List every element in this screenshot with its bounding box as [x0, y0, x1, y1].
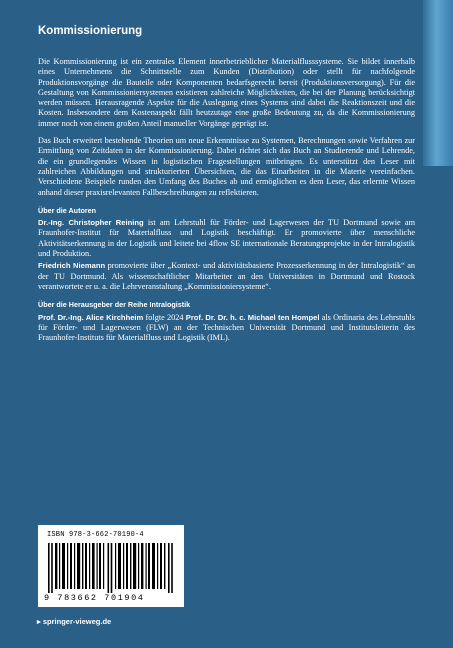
arrow-icon: ▸	[37, 617, 43, 626]
author-bio-text: promovierte über „Kontext- und aktivitätsbasierte Prozesserkennung in der Intralogistik“ an der TU Dortmund. Als wissenschaftlicher Mitarbeiter an den Universitäten in Dortmund und Rostock verantwortete er u. a. die Lehrveranstaltung „Kommissioniersysteme“.	[38, 261, 416, 291]
authors-heading: Über die Autoren	[38, 205, 97, 215]
author-bio-text: ist am Lehrstuhl für Förder- und Lagerwesen der TU Dortmund sowie am Fraunhofer-Institut für Materialfluss und Logistik beschäftigt. Er promovierte über menschliche Aktivitätserkennung in der Logistik und leitete bei 4flow SE internationale Beratungsprojekte in der Intralogistik und Produktion.	[38, 218, 415, 259]
author-name: Dr.-Ing. Christopher Reining	[38, 218, 144, 228]
barcode-box	[38, 525, 184, 607]
book-title: Kommissionierung	[38, 25, 143, 37]
book-description-paragraph: Das Buch erweitert bestehende Theorien um neue Erkenntnisse zu Systemen, Berechnungen sowie Verfahren zur Ermittlung von Zeitdaten in der Kommissionierung. Dabei richtet sich das Buch an Studierende und Lehrende, die ein grundlegendes Wissen in logistischen Fragestellungen mitbringen. Es unterstützt den Leser mit zahlreichen Abbildungen und strukturierten Übersichten, die das Einarbeiten in die Materie vereinfachen. Verschiedene Beispiele runden den Umfang des Buches ab und ermöglichen es dem Leser, das erlernte Wissen anhand dieser praxisrelevanten Fallbeschreibungen zu reflektieren.	[38, 136, 415, 197]
author-name: Friedrich Niemann	[38, 261, 106, 271]
editors-heading: Über die Herausgeber der Reihe Intralogistik	[38, 300, 191, 310]
editor-text: folgte 2024	[143, 312, 186, 322]
editor-name: Prof. Dr. Dr. h. c. Michael ten Hompel	[185, 312, 320, 322]
isbn-label: ISBN 978-3-662-70190-4	[47, 531, 144, 539]
publisher-link[interactable]	[37, 617, 111, 626]
back-cover-text	[38, 57, 415, 350]
author-bio-reining	[38, 218, 415, 259]
editor-name: Prof. Dr.-Ing. Alice Kirchheim	[38, 312, 144, 322]
author-bio-niemann	[38, 261, 415, 292]
publisher-link-text: springer-vieweg.de	[42, 617, 112, 626]
editors-bio	[38, 313, 415, 344]
intro-paragraph: Die Kommissionierung ist ein zentrales Element innerbetrieblicher Materialflusssysteme. Sie bildet innerhalb eines Unternehmens die Schnittstelle zum Kunden (Distribution) oder stellt für nachfolgende Produktionsvorgänge die Bauteile oder Komponenten bedarfsgerecht bereit (Produktionsversorgung). Für die Gestaltung von Kommissioniersystemen existieren zahlreiche Möglichkeiten, die bei der Planung berücksichtigt werden müssen. Herausragende Aspekte für die Auslegung eines Systems sind dabei die Reaktionszeit und die Kosten. Insbesondere dem Kostenaspekt fällt heutzutage eine große Bedeutung zu, da die Kommissionierung immer noch von einem großen Anteil manueller Vorgänge geprägt ist.	[38, 57, 415, 128]
ean-digits: 9 783662 701904	[44, 593, 145, 603]
decorative-stripe	[423, 0, 453, 166]
editor-text: als Ordinaria des Lehrstuhls für Förder- und Lagerwesen (FLW) an der Technischen Universität Dortmund und Institutsleiterin des Fraunhofer-Instituts für Materialfluss und Logistik (IML).	[38, 312, 416, 343]
barcode-icon	[48, 543, 174, 593]
